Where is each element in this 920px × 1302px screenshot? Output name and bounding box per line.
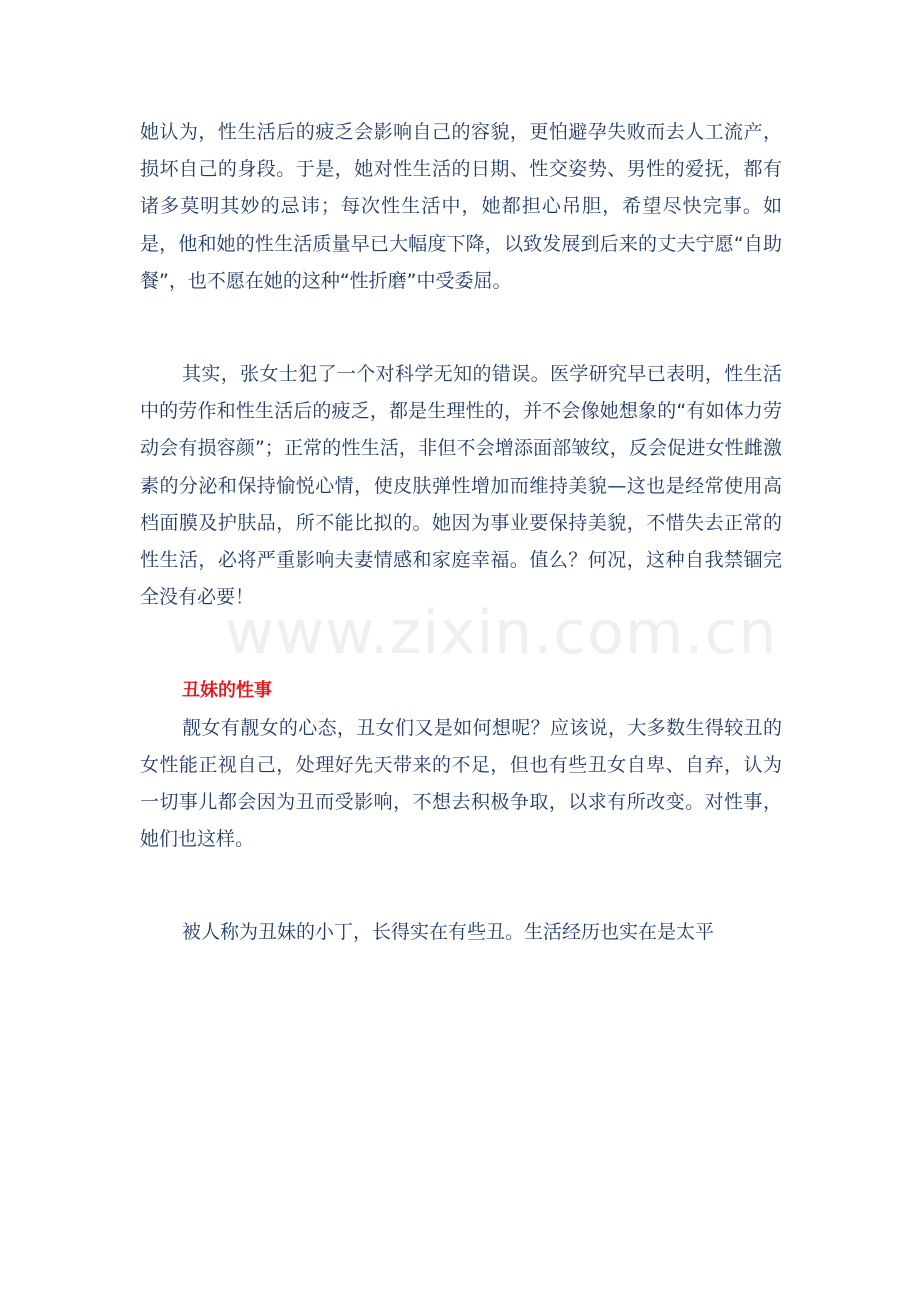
section-heading: 丑妹的性事 xyxy=(182,680,272,702)
paragraph-3: 靓女有靓女的心态，丑女们又是如何想呢？应该说，大多数生得较丑的女性能正视自己，处理好先天带来的不足，但也有些丑女自卑、自弃，认为一切事儿都会因为丑而受影响，不想去积极争取，以求有所改变。对性事，她们也这样。 xyxy=(140,716,782,851)
paragraph-4: 被人称为丑妹的小丁，长得实在有些丑。生活经历也实在是太平 xyxy=(182,921,715,944)
paragraph-1: 她认为，性生活后的疲乏会影响自己的容貌，更怕避孕失败而去人工流产，损坏自己的身段。于是，她对性生活的日期、性交姿势、男性的爱抚，都有诸多莫明其妙的忌讳；每次性生活中，她都担心吊胆，希望尽快完事。如是，他和她的性生活质量早已大幅度下降，以致发展到后来的丈夫宁愿“自助餐”，也不愿在她的这种“性折磨”中受委屈。 xyxy=(140,121,782,292)
watermark-text: www.zixin.com.cn xyxy=(225,598,778,668)
document-body xyxy=(140,114,782,952)
paragraph-2: 其实，张女士犯了一个对科学无知的错误。医学研究早已表明，性生活中的劳作和性生活后的疲乏，都是生理性的，并不会像她想象的“有如体力劳动会有损容颜”；正常的性生活，非但不会增添面部皱纹，反会促进女性雌激素的分泌和保持愉悦心情，使皮肤弹性增加而维持美貌—这也是经常使用高档面膜及护肤品，所不能比拟的。她因为事业要保持美貌，不惜失去正常的性生活，必将严重影响夫妻情感和家庭幸福。值么？何况，这种自我禁锢完全没有必要！ xyxy=(140,363,782,609)
